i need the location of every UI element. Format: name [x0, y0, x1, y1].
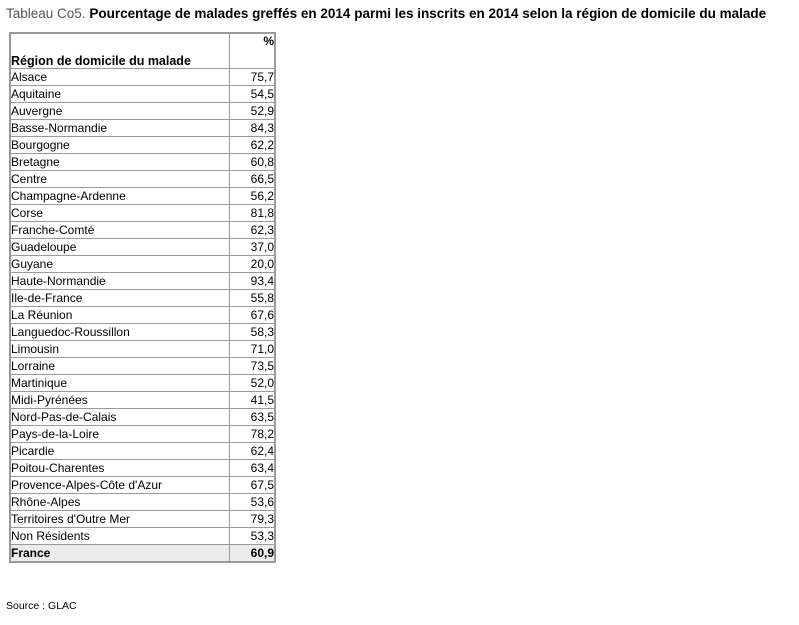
- table-row: [10, 221, 275, 238]
- data-table: [9, 32, 276, 563]
- region-cell: Guadeloupe: [10, 238, 229, 255]
- table-total-row: [10, 544, 275, 562]
- table-row: [10, 272, 275, 289]
- table-row: [10, 170, 275, 187]
- table-title-label: Tableau Co5.: [6, 6, 86, 21]
- region-cell: La Réunion: [10, 306, 229, 323]
- header-region: Région de domicile du malade: [10, 33, 229, 68]
- percent-cell: 58,3: [229, 323, 275, 340]
- region-cell: Midi-Pyrénées: [10, 391, 229, 408]
- percent-cell: 63,5: [229, 408, 275, 425]
- percent-cell: 66,5: [229, 170, 275, 187]
- region-cell: Pays-de-la-Loire: [10, 425, 229, 442]
- percent-cell: 67,6: [229, 306, 275, 323]
- table-title: [6, 6, 766, 21]
- region-cell: Auvergne: [10, 102, 229, 119]
- table-row: [10, 153, 275, 170]
- region-cell: Centre: [10, 170, 229, 187]
- table-row: [10, 527, 275, 544]
- region-cell: Alsace: [10, 68, 229, 85]
- percent-cell: 55,8: [229, 289, 275, 306]
- percent-cell: 53,6: [229, 493, 275, 510]
- region-cell: Franche-Comté: [10, 221, 229, 238]
- percent-cell: 52,9: [229, 102, 275, 119]
- percent-cell: 62,2: [229, 136, 275, 153]
- percent-cell: 53,3: [229, 527, 275, 544]
- region-cell: Non Résidents: [10, 527, 229, 544]
- region-cell: Poitou-Charentes: [10, 459, 229, 476]
- total-region-cell: France: [10, 544, 229, 562]
- table-row: [10, 187, 275, 204]
- region-cell: Bretagne: [10, 153, 229, 170]
- table-row: [10, 425, 275, 442]
- region-cell: Nord-Pas-de-Calais: [10, 408, 229, 425]
- region-cell: Champagne-Ardenne: [10, 187, 229, 204]
- table-row: [10, 476, 275, 493]
- percent-cell: 79,3: [229, 510, 275, 527]
- table-row: [10, 340, 275, 357]
- table-row: [10, 289, 275, 306]
- table-row: [10, 510, 275, 527]
- region-cell: Provence-Alpes-Côte d'Azur: [10, 476, 229, 493]
- table-row: [10, 119, 275, 136]
- percent-cell: 62,3: [229, 221, 275, 238]
- percent-cell: 71,0: [229, 340, 275, 357]
- percent-cell: 54,5: [229, 85, 275, 102]
- region-cell: Picardie: [10, 442, 229, 459]
- table-row: [10, 136, 275, 153]
- region-cell: Bourgogne: [10, 136, 229, 153]
- region-cell: Basse-Normandie: [10, 119, 229, 136]
- percent-cell: 52,0: [229, 374, 275, 391]
- percent-cell: 41,5: [229, 391, 275, 408]
- percent-cell: 67,5: [229, 476, 275, 493]
- region-cell: Guyane: [10, 255, 229, 272]
- region-cell: Limousin: [10, 340, 229, 357]
- table-row: [10, 238, 275, 255]
- table-row: [10, 357, 275, 374]
- percent-cell: 62,4: [229, 442, 275, 459]
- region-cell: Martinique: [10, 374, 229, 391]
- table-body: [10, 68, 275, 562]
- percent-cell: 73,5: [229, 357, 275, 374]
- region-cell: Languedoc-Roussillon: [10, 323, 229, 340]
- table-row: [10, 323, 275, 340]
- total-percent-cell: 60,9: [229, 544, 275, 562]
- percent-cell: 93,4: [229, 272, 275, 289]
- percent-cell: 63,4: [229, 459, 275, 476]
- table-header-row: [10, 33, 275, 68]
- percent-cell: 84,3: [229, 119, 275, 136]
- percent-cell: 56,2: [229, 187, 275, 204]
- region-cell: Corse: [10, 204, 229, 221]
- percent-cell: 81,8: [229, 204, 275, 221]
- table-title-text: Pourcentage de malades greffés en 2014 parmi les inscrits en 2014 selon la région de domicile du malade: [89, 6, 767, 21]
- source-note: Source : GLAC: [6, 600, 77, 612]
- percent-cell: 78,2: [229, 425, 275, 442]
- table-row: [10, 391, 275, 408]
- table-row: [10, 459, 275, 476]
- percent-cell: 60,8: [229, 153, 275, 170]
- header-percent: %: [229, 33, 275, 68]
- table-row: [10, 68, 275, 85]
- region-cell: Lorraine: [10, 357, 229, 374]
- percent-cell: 20,0: [229, 255, 275, 272]
- region-cell: Aquitaine: [10, 85, 229, 102]
- table-row: [10, 255, 275, 272]
- table-row: [10, 374, 275, 391]
- table-row: [10, 408, 275, 425]
- table-row: [10, 442, 275, 459]
- table-row: [10, 85, 275, 102]
- table-row: [10, 493, 275, 510]
- table-row: [10, 102, 275, 119]
- percent-cell: 37,0: [229, 238, 275, 255]
- table-row: [10, 306, 275, 323]
- region-cell: Territoires d'Outre Mer: [10, 510, 229, 527]
- region-cell: Ile-de-France: [10, 289, 229, 306]
- table-row: [10, 204, 275, 221]
- region-cell: Rhône-Alpes: [10, 493, 229, 510]
- percent-cell: 75,7: [229, 68, 275, 85]
- region-cell: Haute-Normandie: [10, 272, 229, 289]
